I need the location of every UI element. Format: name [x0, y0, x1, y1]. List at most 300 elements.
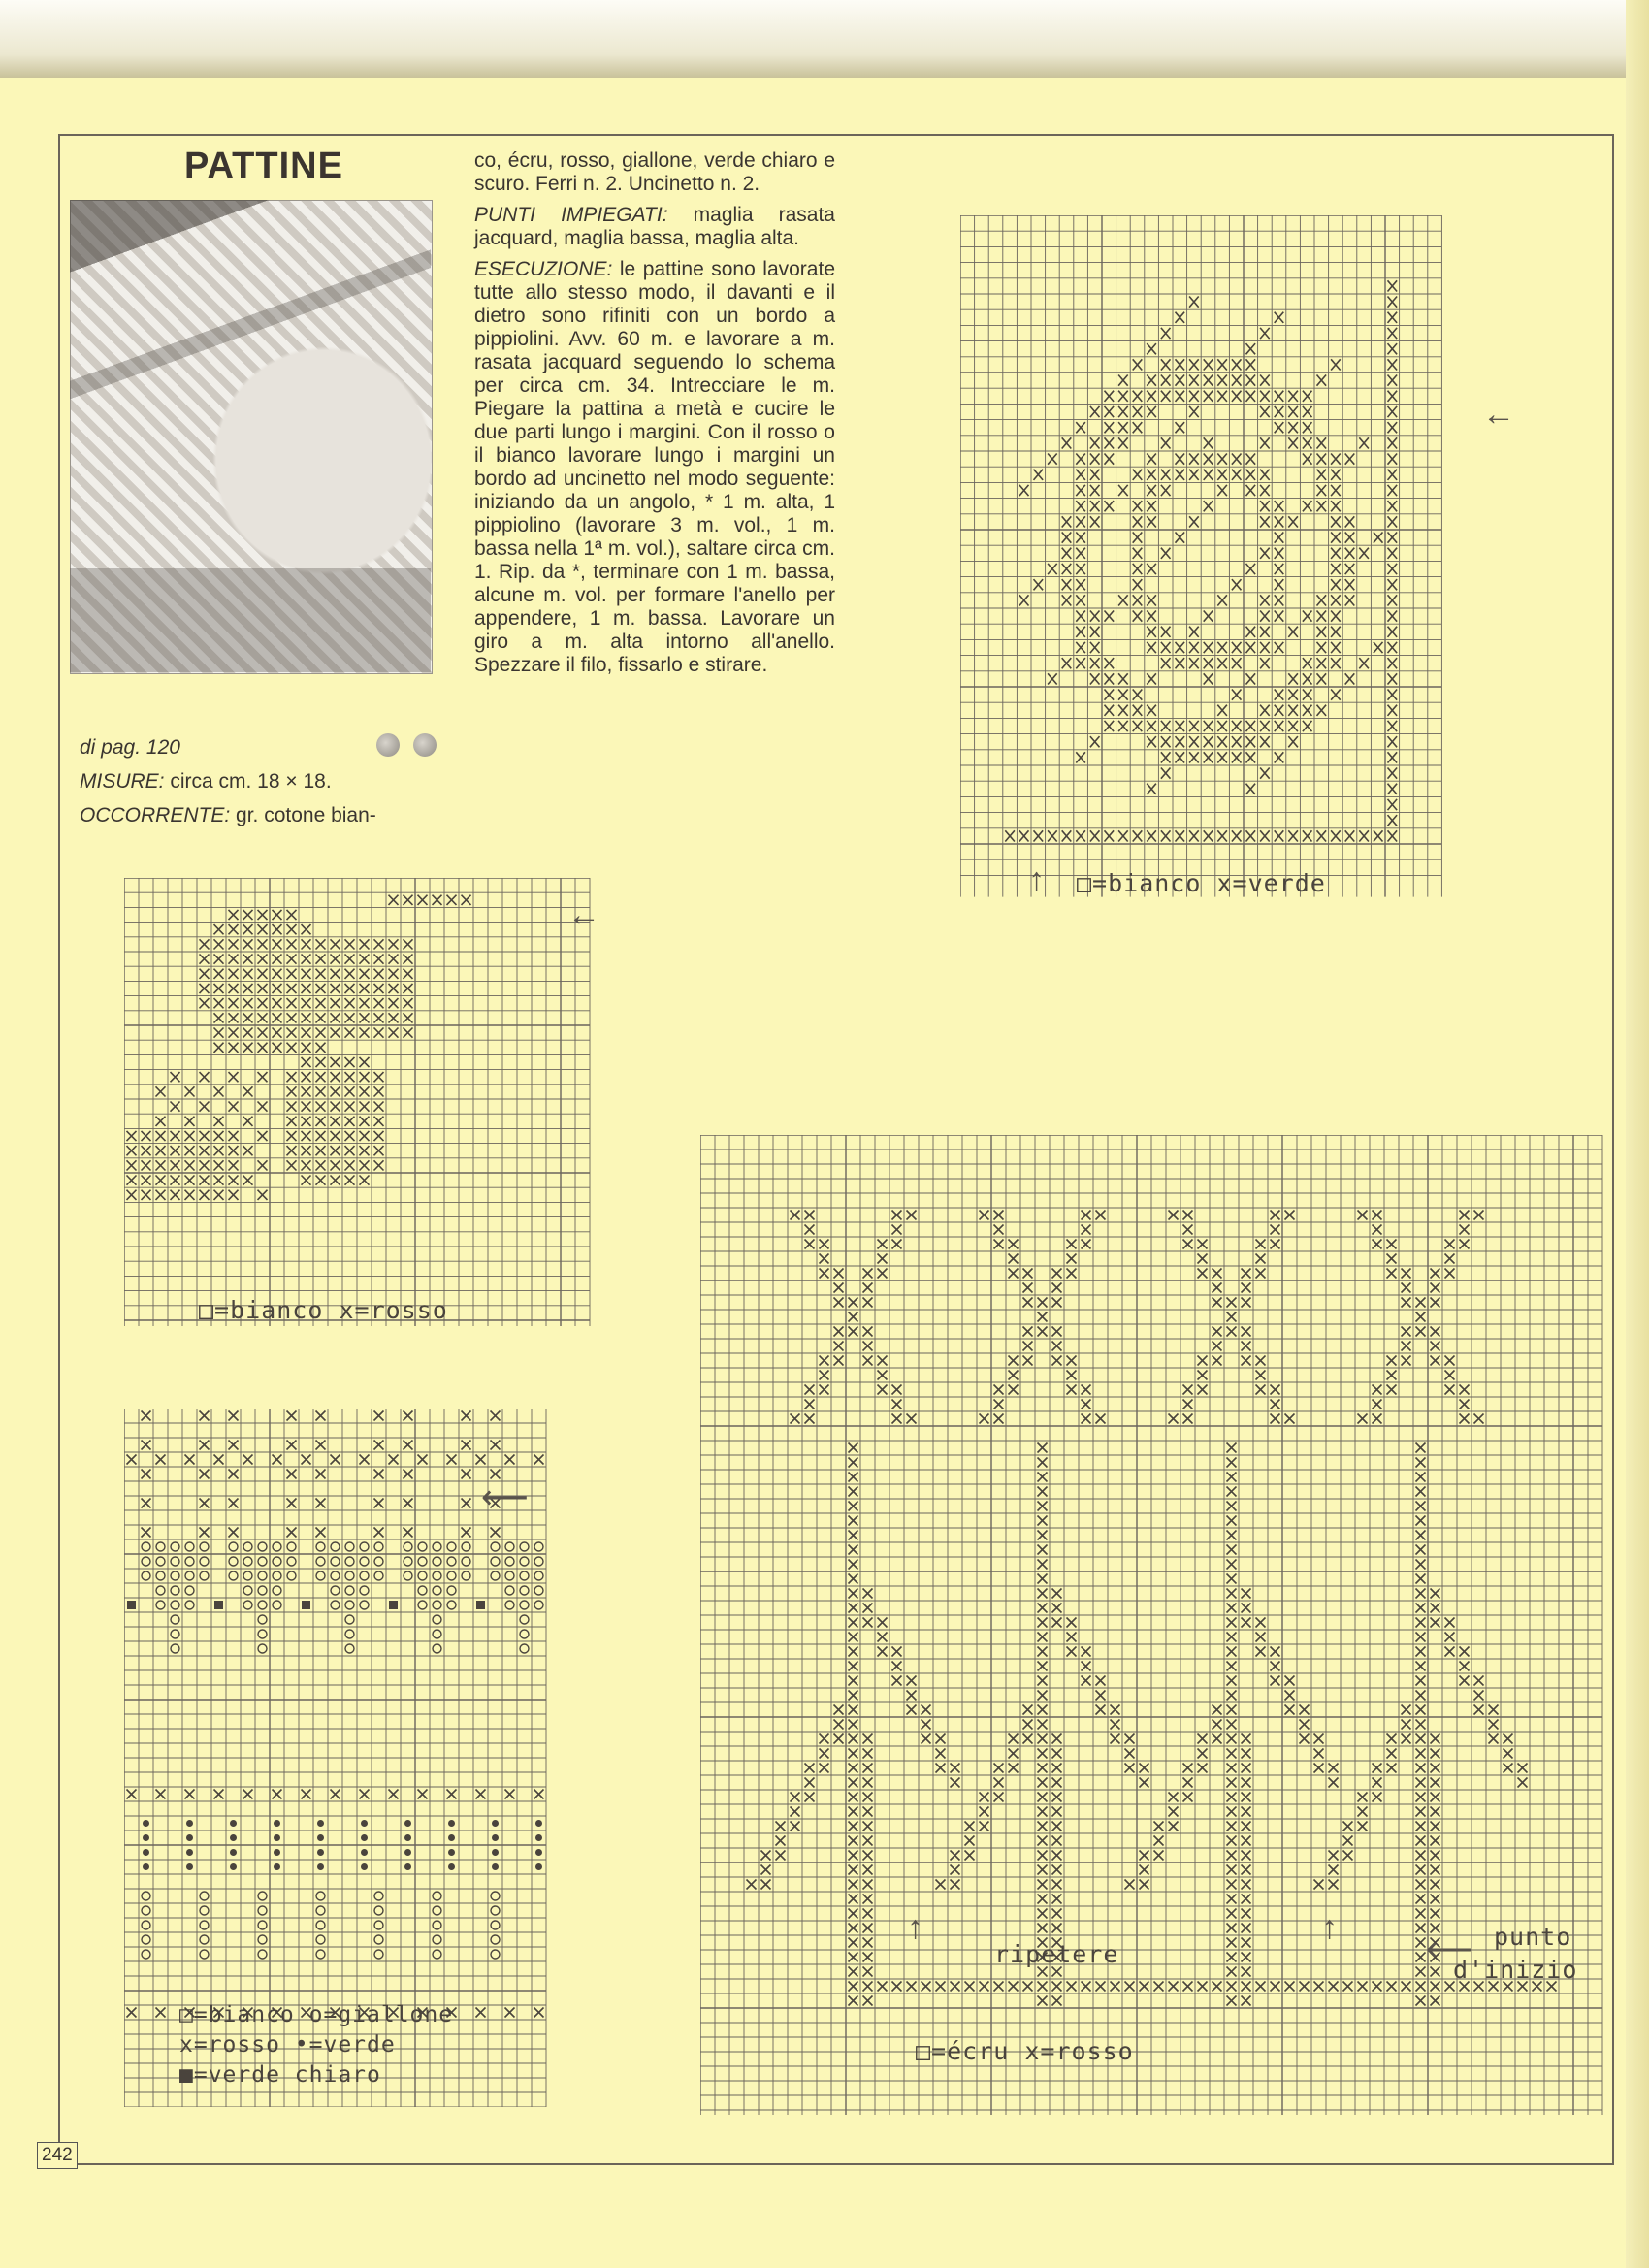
stitch-mark	[1212, 1705, 1222, 1715]
stitch-mark	[1217, 721, 1227, 731]
stitch-mark	[1217, 595, 1227, 605]
stitch-mark	[316, 939, 326, 949]
stitch-mark	[849, 1560, 858, 1570]
stitch-mark	[214, 1160, 224, 1170]
stitch-mark	[1358, 1807, 1368, 1817]
stitch-mark	[1275, 564, 1284, 574]
stitch-mark	[448, 1820, 455, 1827]
stitch-mark	[1038, 1298, 1048, 1308]
stitch-mark	[360, 1028, 370, 1038]
stitch-mark	[1431, 1618, 1440, 1628]
stitch-mark	[1358, 1822, 1368, 1831]
stitch-mark	[907, 1676, 917, 1686]
stitch-mark	[433, 1601, 441, 1609]
stitch-mark	[302, 1117, 311, 1126]
stitch-mark	[534, 2008, 544, 2018]
stitch-mark	[1038, 1473, 1048, 1482]
stitch-mark	[345, 1601, 354, 1609]
stitch-mark	[156, 1542, 165, 1551]
stitch-mark	[361, 1863, 368, 1870]
stitch-mark	[1227, 1705, 1237, 1715]
stitch-mark	[1232, 830, 1242, 841]
stitch-mark	[1105, 501, 1115, 511]
stitch-mark	[863, 1895, 873, 1904]
stitch-mark	[834, 1356, 844, 1366]
stitch-mark	[273, 1790, 282, 1799]
stitch-mark	[1242, 1749, 1251, 1759]
stitch-mark	[1062, 548, 1072, 559]
stitch-mark	[1317, 627, 1327, 637]
stitch-mark	[1212, 1327, 1222, 1337]
stitch-mark	[1090, 830, 1100, 841]
stitch-mark	[1118, 375, 1128, 386]
stitch-mark	[331, 1057, 340, 1067]
stitch-mark	[1009, 1749, 1018, 1759]
stitch-mark	[1373, 1211, 1382, 1220]
stitch-mark	[1431, 1982, 1440, 1992]
stitch-mark	[1048, 454, 1057, 465]
stitch-mark	[1076, 627, 1085, 637]
stitch-mark	[1076, 516, 1085, 527]
stitch-mark	[1052, 1589, 1062, 1599]
stitch-mark	[994, 1400, 1004, 1409]
stitch-mark	[1300, 1705, 1310, 1715]
stitch-mark	[1445, 1647, 1455, 1657]
stitch-mark	[1090, 627, 1100, 637]
stitch-mark	[200, 1571, 209, 1580]
stitch-mark	[1242, 1982, 1251, 1992]
stitch-mark	[1038, 1633, 1048, 1642]
stitch-mark	[360, 1542, 369, 1551]
stitch-mark	[302, 1086, 311, 1096]
stitch-mark	[1288, 437, 1298, 448]
stitch-mark	[287, 1117, 297, 1126]
stitch-mark	[1260, 375, 1270, 386]
stitch-mark	[462, 895, 471, 905]
stitch-mark	[1388, 658, 1398, 668]
stitch-mark	[360, 1790, 370, 1799]
stitch-mark	[433, 1557, 441, 1566]
stitch-mark	[1345, 579, 1355, 590]
scan-right-edge	[1626, 0, 1649, 2268]
stitch-mark	[243, 1455, 253, 1465]
stitch-mark	[1198, 1764, 1208, 1773]
stitch-mark	[1275, 312, 1284, 323]
stitch-mark	[505, 2008, 515, 2018]
stitch-mark	[1445, 1385, 1455, 1395]
stitch-mark	[1133, 611, 1143, 622]
stitch-mark	[863, 1298, 873, 1308]
stitch-mark	[1169, 1822, 1179, 1831]
stitch-mark	[505, 1601, 514, 1609]
stitch-mark	[200, 1921, 209, 1929]
stitch-mark	[1140, 1982, 1149, 1992]
stitch-mark	[1038, 1764, 1048, 1773]
stitch-mark	[287, 1131, 297, 1141]
stitch-mark	[171, 1102, 180, 1112]
stitch-mark	[1242, 1836, 1251, 1846]
stitch-mark	[1217, 454, 1227, 465]
stitch-mark	[1256, 1356, 1266, 1366]
stitch-mark	[1133, 391, 1143, 402]
stitch-mark	[1140, 1764, 1149, 1773]
stitch-mark	[1416, 1953, 1426, 1962]
arrow-left-icon: ←	[1482, 396, 1515, 433]
stitch-mark	[1034, 470, 1044, 480]
occorrente-paragraph	[80, 799, 429, 831]
stitch-mark	[1147, 375, 1156, 386]
stitch-mark	[1416, 1749, 1426, 1759]
stitch-mark	[1388, 533, 1398, 543]
stitch-mark	[1147, 406, 1156, 417]
stitch-mark	[142, 1921, 150, 1929]
stitch-mark	[1388, 611, 1398, 622]
stitch-mark	[1358, 1982, 1368, 1992]
stitch-mark	[1242, 1822, 1251, 1831]
stitch-mark	[849, 1895, 858, 1904]
stitch-mark	[345, 1086, 355, 1096]
stitch-mark	[849, 1924, 858, 1933]
stitch-mark	[892, 1211, 902, 1220]
stitch-mark	[1189, 752, 1199, 762]
stitch-mark	[1090, 611, 1100, 622]
stitch-mark	[1133, 501, 1143, 511]
stitch-mark	[1416, 1793, 1426, 1802]
stitch-mark	[374, 1499, 384, 1508]
stitch-mark	[1246, 375, 1256, 386]
stitch-mark	[156, 1146, 166, 1155]
stitch-mark	[1242, 1589, 1251, 1599]
chart-birds-legend: □=bianco x=rosso	[199, 1296, 448, 1324]
stitch-mark	[302, 1131, 311, 1141]
stitch-mark	[1303, 406, 1312, 417]
stitch-mark	[418, 1571, 427, 1580]
stitch-mark	[1198, 1269, 1208, 1279]
stitch-mark	[936, 1982, 946, 1992]
stitch-mark	[1189, 375, 1199, 386]
stitch-mark	[936, 1764, 946, 1773]
stitch-mark	[1176, 642, 1185, 653]
stitch-mark	[1227, 1604, 1237, 1613]
stitch-mark	[331, 1131, 340, 1141]
stitch-mark	[805, 1414, 815, 1424]
scan-top-edge	[0, 0, 1649, 78]
stitch-mark	[1183, 1764, 1193, 1773]
stitch-mark	[1416, 1807, 1426, 1817]
stitch-mark	[1038, 1865, 1048, 1875]
stitch-mark	[302, 1790, 311, 1799]
stitch-mark	[492, 1820, 499, 1827]
stitch-mark	[214, 939, 224, 949]
stitch-mark	[535, 1834, 542, 1841]
stitch-mark	[345, 1644, 354, 1653]
stitch-mark	[1198, 1385, 1208, 1395]
stitch-mark	[374, 1160, 384, 1170]
stitch-mark	[1416, 1865, 1426, 1875]
stitch-mark	[258, 1906, 267, 1915]
stitch-mark	[287, 1542, 296, 1551]
stitch-mark	[1204, 611, 1213, 622]
stitch-mark	[302, 955, 311, 964]
stitch-mark	[863, 1807, 873, 1817]
stitch-mark	[1227, 1938, 1237, 1948]
stitch-mark	[156, 1131, 166, 1141]
stitch-mark	[849, 1604, 858, 1613]
stitch-mark	[805, 1240, 815, 1249]
stitch-mark	[200, 1906, 209, 1915]
stitch-mark	[1402, 1327, 1411, 1337]
chart-hearts-legend	[179, 2000, 453, 2090]
stitch-mark	[1232, 470, 1242, 480]
stitch-mark	[360, 939, 370, 949]
stitch-mark	[200, 1176, 210, 1185]
stitch-mark	[1038, 1734, 1048, 1744]
stitch-mark	[1183, 1211, 1193, 1220]
stitch-mark	[127, 1131, 137, 1141]
stitch-mark	[849, 1938, 858, 1948]
stitch-mark	[142, 1542, 150, 1551]
stitch-mark	[302, 1072, 311, 1082]
stitch-mark	[1431, 1996, 1440, 2006]
stitch-mark	[1062, 595, 1072, 605]
stitch-mark	[1317, 642, 1327, 653]
stitch-mark	[505, 1455, 515, 1465]
stitch-mark	[1518, 1764, 1528, 1773]
stitch-mark	[258, 1892, 267, 1900]
stitch-mark	[834, 1720, 844, 1730]
stitch-mark	[171, 1557, 179, 1566]
stitch-mark	[433, 1586, 441, 1595]
stitch-mark	[448, 1834, 455, 1841]
stitch-mark	[1275, 690, 1284, 700]
stitch-mark	[214, 1176, 224, 1185]
stitch-mark	[1133, 470, 1143, 480]
stitch-mark	[1402, 1734, 1411, 1744]
stitch-mark	[1232, 454, 1242, 465]
stitch-mark	[892, 1647, 902, 1657]
stitch-mark	[1275, 705, 1284, 716]
stitch-mark	[360, 1557, 369, 1566]
stitch-mark	[258, 1601, 267, 1609]
stitch-mark	[142, 1411, 151, 1421]
stitch-mark	[820, 1269, 829, 1279]
stitch-mark	[965, 1822, 975, 1831]
stitch-mark	[892, 1676, 902, 1686]
stitch-mark	[1067, 1371, 1077, 1380]
stitch-mark	[1388, 595, 1398, 605]
stitch-mark	[185, 1160, 195, 1170]
stitch-mark	[1402, 1342, 1411, 1351]
stitch-mark	[1416, 1836, 1426, 1846]
stitch-mark	[316, 1102, 326, 1112]
stitch-mark	[229, 1571, 238, 1580]
stitch-mark	[258, 939, 268, 949]
stitch-mark	[418, 1790, 428, 1799]
stitch-mark	[1373, 1240, 1382, 1249]
stitch-mark	[273, 1028, 282, 1038]
stitch-mark	[1161, 642, 1171, 653]
stitch-mark	[345, 998, 355, 1008]
stitch-mark	[863, 1953, 873, 1962]
stitch-mark	[907, 1414, 917, 1424]
stitch-mark	[1402, 1982, 1411, 1992]
stitch-mark	[491, 1571, 500, 1580]
stitch-mark	[1358, 1793, 1368, 1802]
stitch-mark	[1331, 470, 1341, 480]
stitch-mark	[1260, 642, 1270, 653]
stitch-mark	[1189, 830, 1199, 841]
stitch-mark	[360, 1131, 370, 1141]
stitch-mark	[1388, 548, 1398, 559]
stitch-mark	[200, 1072, 210, 1082]
stitch-mark	[834, 1705, 844, 1715]
stitch-mark	[287, 1411, 297, 1421]
stitch-mark	[200, 1935, 209, 1944]
stitch-mark	[1204, 391, 1213, 402]
stitch-mark	[1388, 815, 1398, 826]
materials-continued: co, écru, rosso, giallone, verde chiaro e scuro. Ferri n. 2. Uncinetto n. 2.	[474, 149, 835, 195]
stitch-mark	[185, 1790, 195, 1799]
stitch-mark	[1111, 1720, 1120, 1730]
stitch-mark	[1147, 516, 1156, 527]
stitch-mark	[1504, 1749, 1513, 1759]
stitch-mark	[863, 1822, 873, 1831]
stitch-mark	[1212, 1982, 1222, 1992]
stitch-mark	[1076, 454, 1085, 465]
stitch-mark	[1125, 1749, 1135, 1759]
stitch-mark	[863, 1356, 873, 1366]
stitch-mark	[1285, 1705, 1295, 1715]
text-column-left	[80, 731, 429, 833]
stitch-mark	[951, 1880, 960, 1890]
stitch-mark	[863, 1836, 873, 1846]
stitch-mark	[849, 1967, 858, 1977]
stitch-mark	[374, 1441, 384, 1450]
stitch-mark	[1416, 1574, 1426, 1584]
stitch-mark	[1232, 658, 1242, 668]
stitch-mark	[1023, 1734, 1033, 1744]
stitch-mark	[1474, 1211, 1484, 1220]
stitch-mark	[1038, 1516, 1048, 1526]
stitch-mark	[1388, 343, 1398, 354]
stitch-mark	[1062, 658, 1072, 668]
stitch-mark	[229, 1499, 239, 1508]
stitch-mark	[1096, 1705, 1106, 1715]
stitch-mark	[1204, 658, 1213, 668]
stitch-mark	[1388, 830, 1398, 841]
stitch-mark	[1246, 673, 1256, 684]
stitch-mark	[448, 1849, 455, 1856]
stitch-mark	[1431, 1895, 1440, 1904]
stitch-mark	[1082, 1385, 1091, 1395]
stitch-mark	[287, 910, 297, 920]
stitch-mark	[229, 1028, 239, 1038]
stitch-mark	[863, 1269, 873, 1279]
stitch-mark	[1140, 1865, 1149, 1875]
stitch-mark	[1176, 533, 1185, 543]
stitch-mark	[1076, 642, 1085, 653]
stitch-mark	[404, 955, 413, 964]
stitch-mark	[1256, 1385, 1266, 1395]
stitch-mark	[1275, 579, 1284, 590]
chart-birds	[124, 878, 598, 1332]
stitch-mark	[1038, 1574, 1048, 1584]
stitch-mark	[1118, 391, 1128, 402]
stitch-mark	[1052, 1778, 1062, 1788]
stitch-mark	[404, 1013, 413, 1022]
stitch-mark	[1052, 1734, 1062, 1744]
stitch-mark	[1217, 375, 1227, 386]
stitch-mark	[1147, 784, 1156, 794]
stitch-mark	[1161, 437, 1171, 448]
stitch-mark	[1288, 721, 1298, 731]
stitch-mark	[1105, 422, 1115, 433]
stitch-mark	[1388, 437, 1398, 448]
stitch-mark	[805, 1225, 815, 1235]
stitch-mark	[1183, 1225, 1193, 1235]
stitch-mark	[156, 1160, 166, 1170]
stitch-mark	[229, 1146, 239, 1155]
stitch-mark	[1275, 501, 1284, 511]
stitch-mark	[1227, 1982, 1237, 1992]
stitch-mark	[1023, 1327, 1033, 1337]
stitch-mark	[331, 1790, 340, 1799]
stitch-mark	[316, 1542, 325, 1551]
stitch-mark	[1416, 1312, 1426, 1322]
stitch-mark	[316, 1057, 326, 1067]
stitch-mark	[1082, 1982, 1091, 1992]
stitch-mark	[1303, 705, 1312, 716]
stitch-mark	[258, 1102, 268, 1112]
stitch-mark	[492, 1849, 499, 1856]
stitch-mark	[1090, 516, 1100, 527]
stitch-mark	[287, 1499, 297, 1508]
legend-line-1: □=bianco o=giallone	[179, 2002, 454, 2027]
stitch-mark	[433, 1630, 441, 1638]
misure-text: circa cm. 18 × 18.	[164, 770, 332, 793]
stitch-mark	[1052, 1283, 1062, 1293]
stitch-mark	[361, 1849, 368, 1856]
stitch-mark	[849, 1312, 858, 1322]
stitch-mark	[849, 1574, 858, 1584]
stitch-mark	[156, 1117, 166, 1126]
stitch-mark	[316, 1028, 326, 1038]
stitch-mark	[374, 1411, 384, 1421]
stitch-mark	[258, 1644, 267, 1653]
stitch-mark	[316, 969, 326, 979]
stitch-mark	[505, 1790, 515, 1799]
stitch-mark	[331, 1146, 340, 1155]
stitch-mark	[1303, 658, 1312, 668]
stitch-mark	[229, 924, 239, 934]
stitch-mark	[200, 939, 210, 949]
stitch-mark	[1260, 548, 1270, 559]
stitch-mark	[374, 1470, 384, 1479]
stitch-mark	[374, 1935, 383, 1944]
stitch-mark	[1227, 1749, 1237, 1759]
stitch-mark	[1431, 1778, 1440, 1788]
stitch-mark	[214, 924, 224, 934]
stitch-mark	[849, 1807, 858, 1817]
stitch-mark	[1402, 1283, 1411, 1293]
stitch-mark	[1260, 830, 1270, 841]
stitch-mark	[761, 1851, 771, 1861]
stitch-mark	[214, 969, 224, 979]
punti-text: maglia rasata jacquard, maglia bassa, maglia alta.	[474, 204, 835, 249]
stitch-mark	[1227, 1662, 1237, 1671]
stitch-mark	[980, 1807, 989, 1817]
stitch-mark	[287, 1043, 297, 1053]
